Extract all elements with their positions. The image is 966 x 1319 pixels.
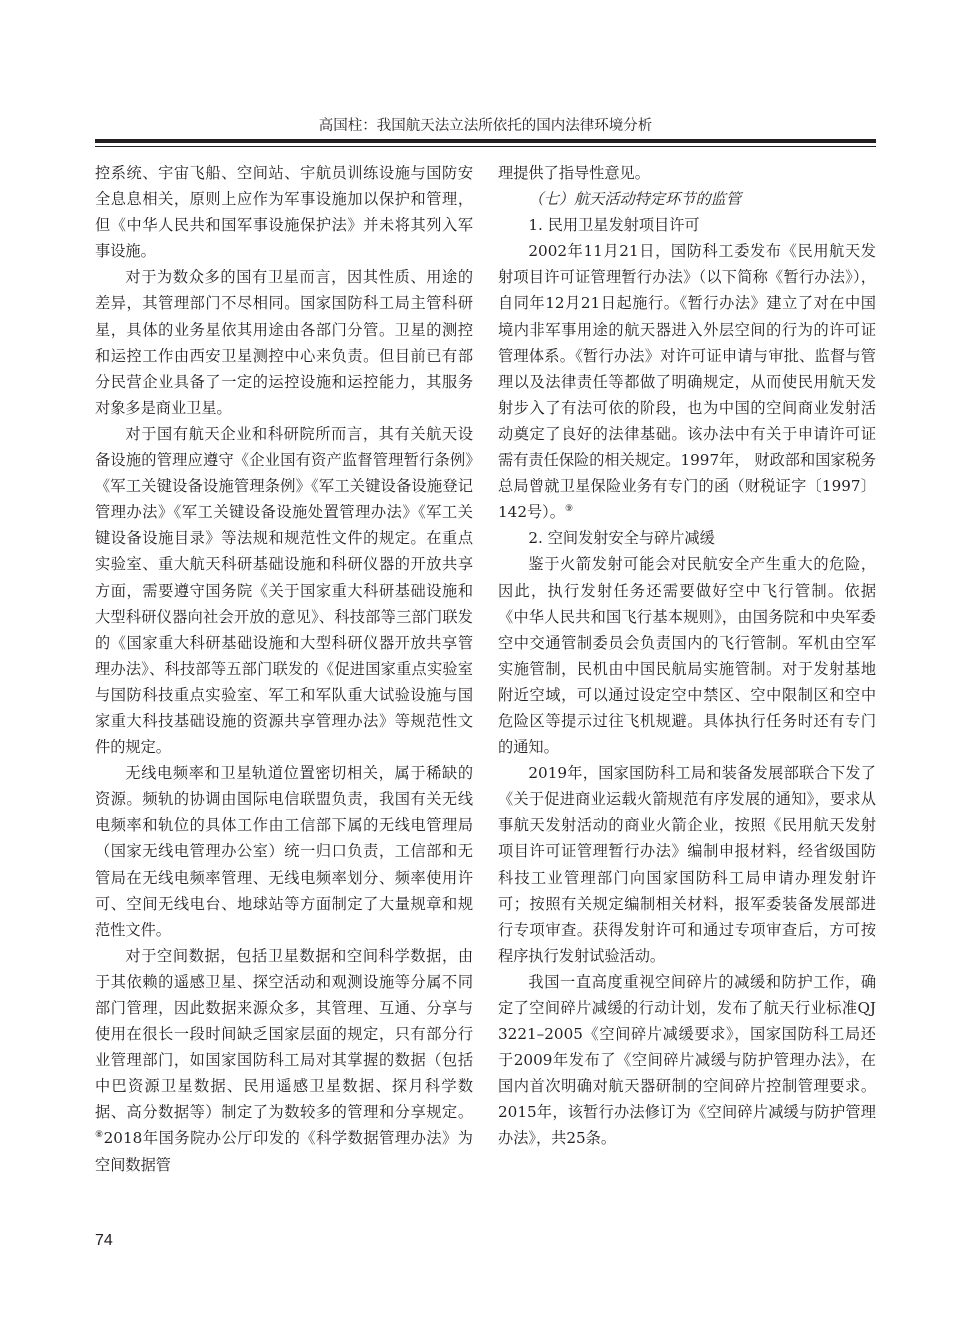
paragraph-text: 2018年国务院办公厅印发的《科学数据管理办法》为空间数据管 (95, 1129, 473, 1174)
paragraph (95, 943, 473, 1178)
paragraph: 理提供了指导性意见。 (498, 164, 650, 182)
subsection-heading: 2. 空间发射安全与碎片减缓 (528, 529, 715, 548)
paragraph: 控系统、宇宙飞船、空间站、宇航员训练设施与国防安全息息相关，原则上应作为军事设施加以保护和管理，但《中华人民共和国军事设施保护法》并未将其列入军事设施。 (95, 164, 473, 261)
left-column (95, 160, 473, 1178)
paragraph: 我国一直高度重视空间碎片的减缓和防护工作，确定了空间碎片减缓的行动计划，发布了航天行业标准QJ 3221–2005《空间碎片减缓要求》，国家国防科工局还于2009年发布了《空间碎片减缓与防护管理办法》，在国内首次明确对航天器研制的空间碎片控制管理要求。2015年，该暂行办法修订为《空间碎片减缓与防护管理办法》，共25条。 (498, 972, 876, 1148)
right-column (498, 160, 876, 1152)
paragraph: 无线电频率和卫星轨道位置密切相关，属于稀缺的资源。频轨的协调由国际电信联盟负责，我国有关无线电频率和轨位的具体工作由工信部下属的无线电管理局（国家无线电管理办公室）统一归口负责，工信部和无管局在无线电频率管理、无线电频率划分、频率使用许可、空间无线电台、地球站等方面制定了大量规章和规范性文件。 (95, 764, 473, 939)
paragraph: 2019年，国家国防科工局和装备发展部联合下发了《关于促进商业运载火箭规范有序发展的通知》，要求从事航天发射活动的商业火箭企业，按照《民用航天发射项目许可证管理暂行办法》编制申报材料，经省级国防科技工业管理部门向国家国防科工局申请办理发射许可；按照有关规定编制相关材料，报军委装备发展部进行专项审查。获得发射许可和通过专项审查后，方可按程序执行发射试验活动。 (498, 764, 876, 965)
running-header: 高国柱：我国航天法立法所依托的国内法律环境分析 (318, 118, 653, 134)
paragraph: 对于国有航天企业和科研院所而言，其有关航天设备设施的管理应遵守《企业国有资产监督管理暂行条例》《军工关键设备设施管理条例》《军工关键设备设施登记管理办法》《军工关键设备设施处置管理办法》《军工关键设备设施目录》等法规和规范性文件的规定。在重点实验室、重大航天科研基础设施和科研仪器的开放共享方面，需要遵守国务院《关于国家重大科研基础设施和大型科研仪器向社会开放的意见》、科技部等三部门联发的《国家重大科研基础设施和大型科研仪器开放共享管理办法》、科技部等五部门联发的《促进国家重点实验室与国防科技重点实验室、军工和军队重大试验设施与国家重大科技基础设施的资源共享管理办法》等规范性文件的规定。 (95, 424, 473, 757)
paragraph: 鉴于火箭发射可能会对民航安全产生重大的危险，因此，执行发射任务还需要做好空中飞行管制。依据《中华人民共和国飞行基本规则》，由国务院和中央军委空中交通管制委员会负责国内的飞行管制。军机由空军实施管制，民机由中国民航局实施管制。对于发射基地附近空域，可以通过设定空中禁区、空中限制区和空中危险区等提示过往飞机规避。具体执行任务时还有专门的通知。 (498, 555, 876, 757)
section-heading: （七）航天活动特定环节的监管 (528, 190, 742, 209)
paragraph: 对于为数众多的国有卫星而言，因其性质、用途的差异，其管理部门不尽相同。国家国防科工局主管科研星，具体的业务星依其用途由各部门分管。卫星的测控和运控工作由西安卫星测控中心来负责。但目前已有部分民营企业具备了一定的运控设施和运控能力，其服务对象多是商业卫星。 (95, 268, 473, 417)
paragraph-text: 2002年11月21日，国防科工委发布《民用航天发射项目许可证管理暂行办法》（以下简称《暂行办法》），自同年12月21日起施行。《暂行办法》建立了对在中国境内非军事用途的航天器进入外层空间的行为的许可证管理体系。《暂行办法》对许可证申请与审批、监督与管理以及法律责任等都做了明确规定，从而使民用航天发射步入了有法可依的阶段，也为中国的空间商业发射活动奠定了良好的法律基础。该办法中有关于申请许可证需有责任保险的相关规定。1997年， 财政部和国家税务总局曾就卫星保险业务有专门的函（财税证字〔1997〕142号）。 (498, 242, 876, 522)
header-rule-thin (95, 146, 876, 147)
header-rule-thick (95, 139, 876, 143)
subsection-heading: 1. 民用卫星发射项目许可 (528, 216, 700, 235)
paragraph-text: 对于空间数据，包括卫星数据和空间科学数据，由于其依赖的遥感卫星、探空活动和观测设施等分属不同部门管理，因此数据来源众多，其管理、互通、分享与使用在很长一段时间缺乏国家层面的规定，只有部分行业管理部门，如国家国防科工局对其掌握的数据（包括中巴资源卫星数据、民用遥感卫星数据、探月科学数据、高分数据等）制定了为数较多的管理和分享规定。 (95, 946, 473, 1122)
paragraph (498, 238, 876, 525)
footnote-marker: ⑨ (564, 504, 574, 515)
footnote-marker: ⑧ (95, 1130, 104, 1141)
page-number: 74 (95, 1232, 113, 1249)
